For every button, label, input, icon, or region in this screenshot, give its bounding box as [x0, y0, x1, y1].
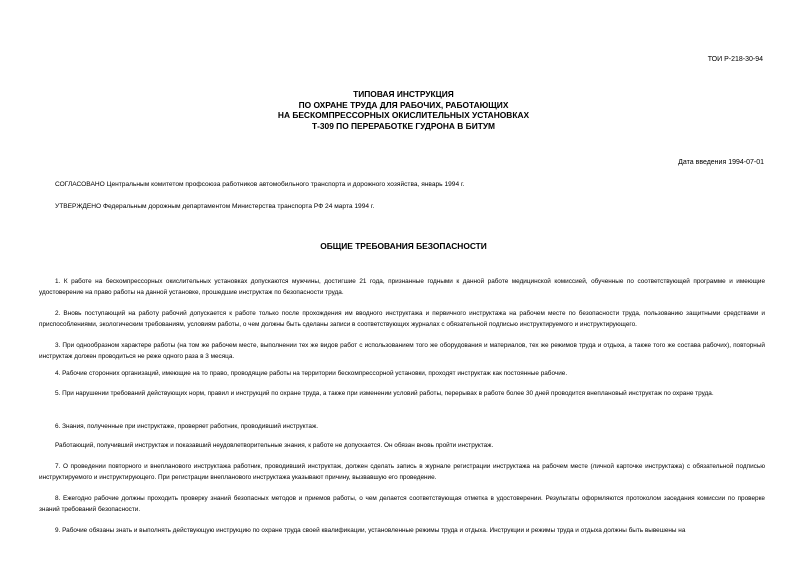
title-line: Т-309 ПО ПЕРЕРАБОТКЕ ГУДРОНА В БИТУМ: [311, 120, 496, 131]
paragraph-1: 1. К работе на бескомпрессорных окислительных установках допускаются мужчины, достигшие 21 года, признанные годными к данной работе медицинской комиссией, обученные по соответствующей программе и имеющие удостоверение на право работы на данной установке, прошедшие инструктаж по безопасности труда.: [39, 278, 765, 297]
paragraph-5: 5. При нарушении требований действующих норм, правил и инструкций по охране труда, а также при изменении условий работы, перерывах в работе более 30 дней проводится внеплановый инструктаж по охране труда.: [55, 390, 714, 398]
paragraph-6-note: Работающий, получивший инструктаж и показавший неудовлетворительные знания, к работе не допускается. Он обязан вновь пройти инструктаж.: [55, 442, 494, 450]
paragraph-7: 7. О проведении повторного и внепланового инструктажа работник, проводивший инструктаж, должен сделать запись в журнале регистрации инструктажа на рабочем месте (личной карточке инструктажа) с обязательной подписью инструктируемого и инструктирующего. При регистрации внепланового инструктажа указывают причину, вызвавшую его проведение.: [39, 463, 765, 482]
paragraph-8: 8. Ежегодно рабочие должны проходить проверку знаний безопасных методов и приемов работы, о чем делается соответствующая отметка в удостоверении. Результаты оформляются протоколом заседания комиссии по проверке знаний требований безопасности.: [39, 495, 765, 514]
title-line: ТИПОВАЯ ИНСТРУКЦИЯ: [353, 89, 454, 99]
section-heading: ОБЩИЕ ТРЕБОВАНИЯ БЕЗОПАСНОСТИ: [320, 241, 487, 251]
document-title: [0, 89, 807, 131]
document-number: ТОИ Р-218-30-94: [707, 56, 763, 63]
confirmed-by-note: УТВЕРЖДЕНО Федеральным дорожным департаментом Министерства транспорта РФ 24 марта 1994 г.: [55, 203, 375, 210]
approved-by-note: СОГЛАСОВАНО Центральным комитетом профсоюза работников автомобильного транспорта и дорожного хозяйства, январь 1994 г.: [55, 181, 465, 188]
paragraph-3: 3. При однообразном характере работы (на том же рабочем месте, выполнении тех же видов работ с использованием того же оборудования и материалов, тех же режимов труда и отдыха, а также того же состава рабочих), повторный инструктаж должен проводиться не реже одного раза в 3 месяца.: [39, 342, 765, 361]
paragraph-4: 4. Рабочие сторонних организаций, имеющие на то право, проводящие работы на территории бескомпрессорной установки, проходят инструктаж как постоянные рабочие.: [55, 370, 568, 378]
title-line: НА БЕСКОМПРЕССОРНЫХ ОКИСЛИТЕЛЬНЫХ УСТАНОВКАХ: [277, 110, 530, 121]
paragraph-2: 2. Вновь поступающий на работу рабочий допускается к работе только после прохождения им вводного инструктажа и первичного инструктажа на рабочем месте по безопасности труда, пользованию защитными средствами и приспособлениями, экологическим требованиям, условиям работы, о чем должны быть сделаны записи в соответствующих журналах с обязательной подписью инструктируемого и инструктирующего.: [39, 310, 765, 329]
effective-date: Дата введения 1994-07-01: [678, 159, 764, 166]
paragraph-6: 6. Знания, полученные при инструктаже, проверяет работник, проводивший инструктаж.: [55, 423, 318, 431]
title-line: ПО ОХРАНЕ ТРУДА ДЛЯ РАБОЧИХ, РАБОТАЮЩИХ: [298, 99, 509, 110]
paragraph-9: 9. Рабочие обязаны знать и выполнять действующую инструкцию по охране труда своей квалификации, установленные режимы труда и отдыха. Инструкции и режимы труда и отдыха должны быть вывешены на: [55, 527, 686, 535]
